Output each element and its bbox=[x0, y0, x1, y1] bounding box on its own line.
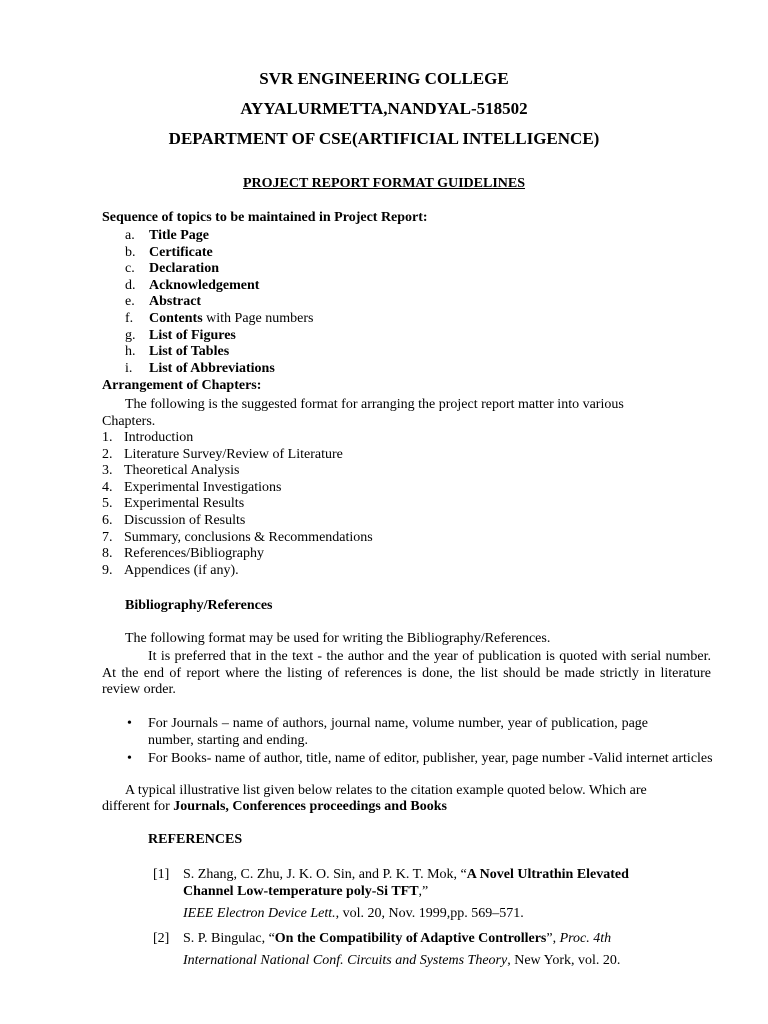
bibliography-line1: The following format may be used for writing the Bibliography/References. bbox=[125, 631, 551, 646]
department-name: DEPARTMENT OF CSE(ARTIFICIAL INTELLIGENCE) bbox=[168, 129, 600, 148]
bullet-dot: • bbox=[127, 751, 132, 766]
chapter-item: 7. Summary, conclusions & Recommendations bbox=[102, 529, 373, 545]
sequence-item: d. Acknowledgement bbox=[125, 277, 260, 293]
sequence-heading: Sequence of topics to be maintained in Project Report: bbox=[102, 210, 428, 225]
typical-line2: different for Journals, Conferences proceedings and Books bbox=[102, 799, 447, 814]
sequence-item: f. Contents with Page numbers bbox=[125, 310, 314, 326]
chapter-item: 6. Discussion of Results bbox=[102, 512, 246, 528]
bibliography-heading: Bibliography/References bbox=[125, 598, 273, 613]
sequence-item: h. List of Tables bbox=[125, 344, 230, 360]
college-address: AYYALURMETTA,NANDYAL-518502 bbox=[240, 99, 528, 118]
bullet-journals: For Journals – name of authors, journal name, volume number, year of publication, page number, starting and ending. bbox=[148, 716, 648, 748]
ref1-number: [1] bbox=[153, 867, 170, 882]
sequence-list bbox=[125, 228, 314, 377]
references-heading: REFERENCES bbox=[148, 832, 243, 847]
bullet-dot: • bbox=[127, 716, 132, 731]
sequence-item: a. Title Page bbox=[125, 228, 210, 243]
chapter-item: 5. Experimental Results bbox=[102, 496, 245, 512]
sequence-item: g. List of Figures bbox=[125, 327, 236, 343]
bibliography-paragraph: It is preferred that in the text - the author and the year of publication is quoted with serial number. At the end of report where the listing of references is done, the list should be made strictly in literature review order. bbox=[102, 649, 711, 698]
chapter-item: 8. References/Bibliography bbox=[102, 546, 264, 562]
ref2-number: [2] bbox=[153, 931, 170, 946]
sequence-item: c. Declaration bbox=[125, 261, 219, 277]
ref2-line2: International National Conf. Circuits and Systems Theory, New York, vol. 20. bbox=[183, 953, 621, 968]
chapters-intro-line2: Chapters. bbox=[102, 414, 156, 429]
chapter-item: 9. Appendices (if any). bbox=[102, 562, 239, 578]
ref1-line2: Channel Low-temperature poly-Si TFT,” bbox=[183, 884, 429, 899]
document-title: PROJECT REPORT FORMAT GUIDELINES bbox=[242, 176, 526, 191]
chapter-item: 2. Literature Survey/Review of Literature bbox=[102, 446, 343, 462]
ref1-line1: S. Zhang, C. Zhu, J. K. O. Sin, and P. K. T. Mok, “A Novel Ultrathin Elevated bbox=[183, 867, 629, 882]
chapters-intro-line1: The following is the suggested format for arranging the project report matter into various bbox=[125, 397, 624, 412]
sequence-item: e. Abstract bbox=[125, 294, 202, 310]
chapters-heading: Arrangement of Chapters: bbox=[102, 378, 262, 393]
chapter-item: 3. Theoretical Analysis bbox=[102, 463, 240, 479]
chapters-list bbox=[102, 430, 373, 579]
chapter-item: 1. Introduction bbox=[102, 430, 194, 445]
ref1-line3: IEEE Electron Device Lett., vol. 20, Nov. 1999,pp. 569–571. bbox=[183, 906, 524, 921]
sequence-item: i. List of Abbreviations bbox=[125, 360, 275, 376]
sequence-item: b. Certificate bbox=[125, 244, 213, 260]
bullet-books: For Books- name of author, title, name of editor, publisher, year, page number -Valid internet articles bbox=[148, 751, 713, 766]
chapter-item: 4. Experimental Investigations bbox=[102, 479, 282, 495]
college-name: SVR ENGINEERING COLLEGE bbox=[259, 69, 509, 88]
ref2-line1: S. P. Bingulac, “On the Compatibility of Adaptive Controllers”, Proc. 4th bbox=[183, 931, 612, 946]
typical-line1: A typical illustrative list given below relates to the citation example quoted below. Which are bbox=[125, 783, 647, 798]
